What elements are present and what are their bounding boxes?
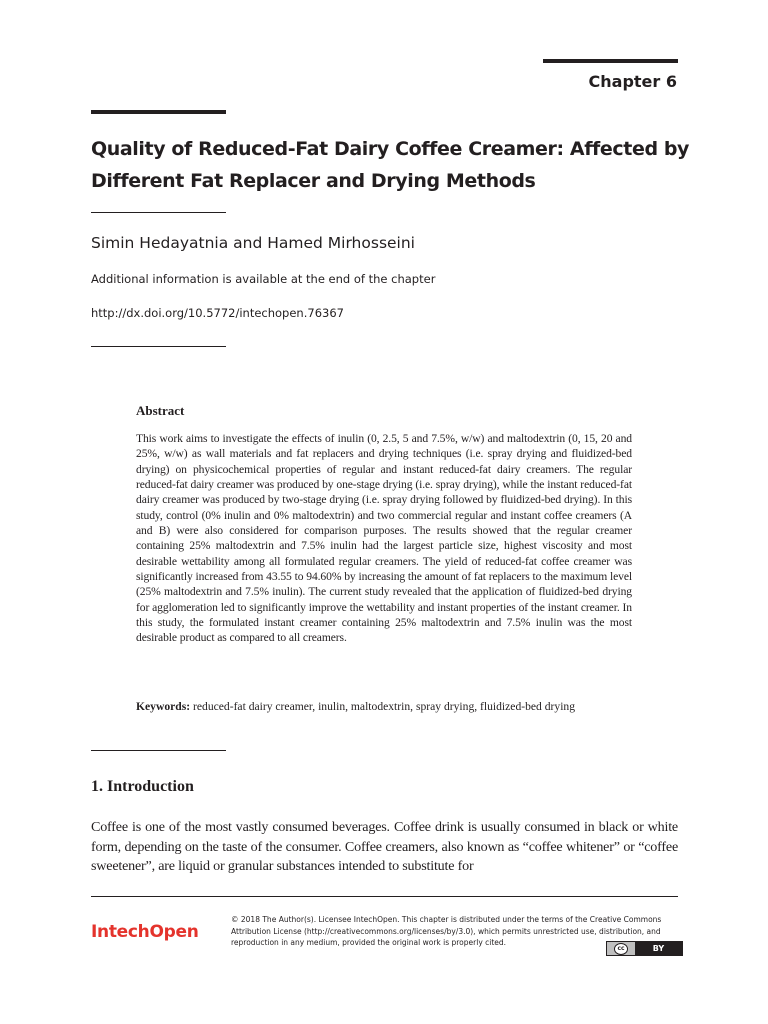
- title-rule-top: [91, 110, 226, 114]
- abstract-text: This work aims to investigate the effects of inulin (0, 2.5, 5 and 7.5%, w/w) and maltodextrin (0, 15, 20 and 25%, w/w) as wall materials and fat replacers and drying techniques (i.e. spray drying and fluidized-bed drying) on physicochemical properties of regular and instant reduced-fat dairy creamers. The regular reduced-fat dairy creamer was produced by one-stage drying (i.e. spray drying), while the instant reduced-fat dairy creamer was produced by two-stage drying (i.e. spray drying followed by fluidized-bed drying). In this study, control (0% inulin and 0% maltodextrin) and two commercial regular and instant coffee creamers (A and B) were also considered for comparison purposes. The results showed that the regular creamer containing 25% maltodextrin and 7.5% inulin had the largest particle size, highest viscosity and most desirable wettability among all formulated regular creamers. The yield of reduced-fat coffee creamer was significantly increased from 43.55 to 94.60% by increasing the amount of fat replacers to the maximum level (25% maltodextrin and 7.5% inulin). The current study revealed that the application of fluidized-bed drying for agglomeration led to significantly improve the wettability and instant properties of the instant creamer. In this study, the formulated instant creamer containing 25% maltodextrin and 7.5% inulin was the most desirable product as compared to all creamers.: [136, 432, 632, 645]
- footer-rule: [91, 896, 678, 897]
- doi-link[interactable]: http://dx.doi.org/10.5772/intechopen.76367: [91, 306, 344, 320]
- by-label: BY: [652, 944, 665, 953]
- abstract-rule-bottom: [91, 750, 226, 751]
- license-notice: © 2018 The Author(s). Licensee IntechOpen. This chapter is distributed under the terms of the Creative Commons Attribution License (http://creativecommons.org/licenses/by/3.0), which permits unrestricted use, distribution, and reproduction in any medium, provided the original work is properly cited.: [231, 915, 662, 947]
- article-title: Quality of Reduced-Fat Dairy Coffee Creamer: Affected by Different Fat Replacer and Drying Methods: [91, 138, 690, 192]
- creative-commons-icon: [607, 942, 635, 955]
- section-heading-introduction: 1. Introduction: [91, 778, 194, 795]
- keywords-label: Keywords:: [136, 700, 191, 713]
- cc-icon-text: cc: [614, 943, 628, 955]
- cc-by-license-badge[interactable]: [606, 941, 683, 956]
- additional-info: Additional information is available at the end of the chapter: [91, 272, 436, 286]
- chapter-label: Chapter 6: [588, 72, 677, 91]
- header-rule-bottom: [91, 346, 226, 347]
- introduction-text: Coffee is one of the most vastly consumed beverages. Coffee drink is usually consumed in black or white form, depending on the taste of the consumer. Coffee creamers, also known as “coffee whitener” or “coffee sweetener”, are liquid or granular substances intended to substitute for: [91, 819, 678, 874]
- keywords-text: reduced-fat dairy creamer, inulin, maltodextrin, spray drying, fluidized-bed drying: [193, 700, 576, 713]
- header-rule-top: [543, 59, 678, 63]
- title-rule-bottom: [91, 212, 226, 213]
- author-list: Simin Hedayatnia and Hamed Mirhosseini: [91, 234, 415, 252]
- abstract-heading: Abstract: [136, 403, 185, 418]
- publisher-logo: IntechOpen: [91, 922, 199, 942]
- keywords: [136, 699, 632, 715]
